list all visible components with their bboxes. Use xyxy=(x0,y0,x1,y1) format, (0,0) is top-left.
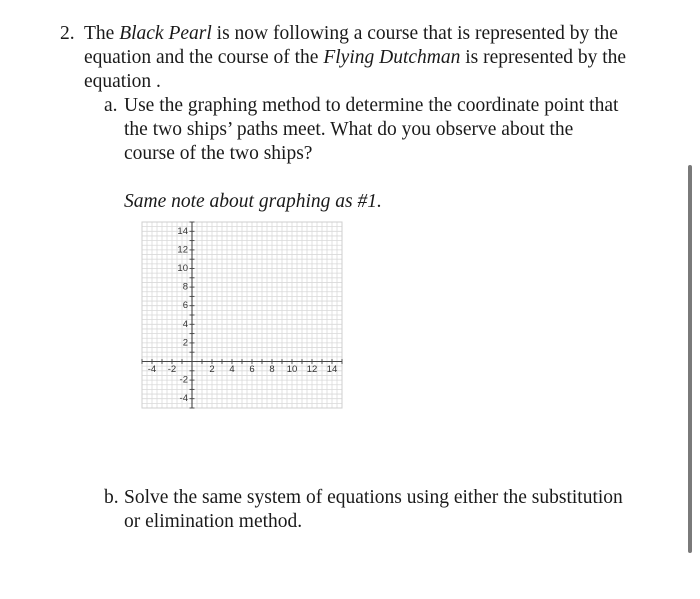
question-line-1 xyxy=(84,22,618,46)
question-line-2-post: is represented by the xyxy=(460,47,627,68)
question-line-2 xyxy=(84,46,626,70)
x-tick-label: 2 xyxy=(209,363,215,375)
part-a-line-3: course of the two ships? xyxy=(124,143,313,164)
x-tick-label: -2 xyxy=(167,363,177,375)
x-tick-label: 12 xyxy=(306,363,318,375)
part-a-line-2: the two ships’ paths meet. What do you observe about the xyxy=(124,119,574,140)
vertical-scrollbar[interactable] xyxy=(688,165,692,553)
part-b-line-1: Solve the same system of equations using either the substitution xyxy=(124,487,623,508)
part-a-label: a. xyxy=(104,95,118,116)
graphing-note: Same note about graphing as #1. xyxy=(124,191,382,212)
part-b-line-2: or elimination method. xyxy=(124,511,303,532)
ship-name-flying-dutchman: Flying Dutchman xyxy=(323,47,461,68)
part-a-line-1: Use the graphing method to determine the coordinate point that xyxy=(124,95,619,116)
question-line-2-pre: equation and the course of the xyxy=(84,47,324,68)
x-tick-label: -4 xyxy=(147,363,157,375)
x-tick-label: 6 xyxy=(249,363,255,375)
y-tick-label: -2 xyxy=(179,374,188,386)
y-tick-label: 4 xyxy=(182,318,188,330)
x-tick-label: 14 xyxy=(326,363,338,375)
x-tick-label: 8 xyxy=(269,363,275,375)
question-line-1-pre: The xyxy=(84,23,120,44)
ship-name-black-pearl: Black Pearl xyxy=(119,23,212,44)
x-tick-label: 10 xyxy=(286,363,298,375)
y-tick-label: 8 xyxy=(182,281,188,293)
part-b-label: b. xyxy=(104,487,119,508)
question-line-3: equation . xyxy=(84,71,161,92)
question-line-1-post: is now following a course that is represented by the xyxy=(211,23,618,44)
y-tick-label: 14 xyxy=(177,225,188,237)
x-tick-label: 4 xyxy=(229,363,235,375)
y-tick-label: -4 xyxy=(179,393,188,405)
y-tick-label: 12 xyxy=(177,244,188,256)
y-tick-label: 10 xyxy=(177,263,188,275)
y-tick-label: 2 xyxy=(182,337,188,349)
question-number: 2. xyxy=(60,23,75,44)
y-tick-label: 6 xyxy=(182,300,188,312)
coordinate-grid xyxy=(138,218,348,414)
